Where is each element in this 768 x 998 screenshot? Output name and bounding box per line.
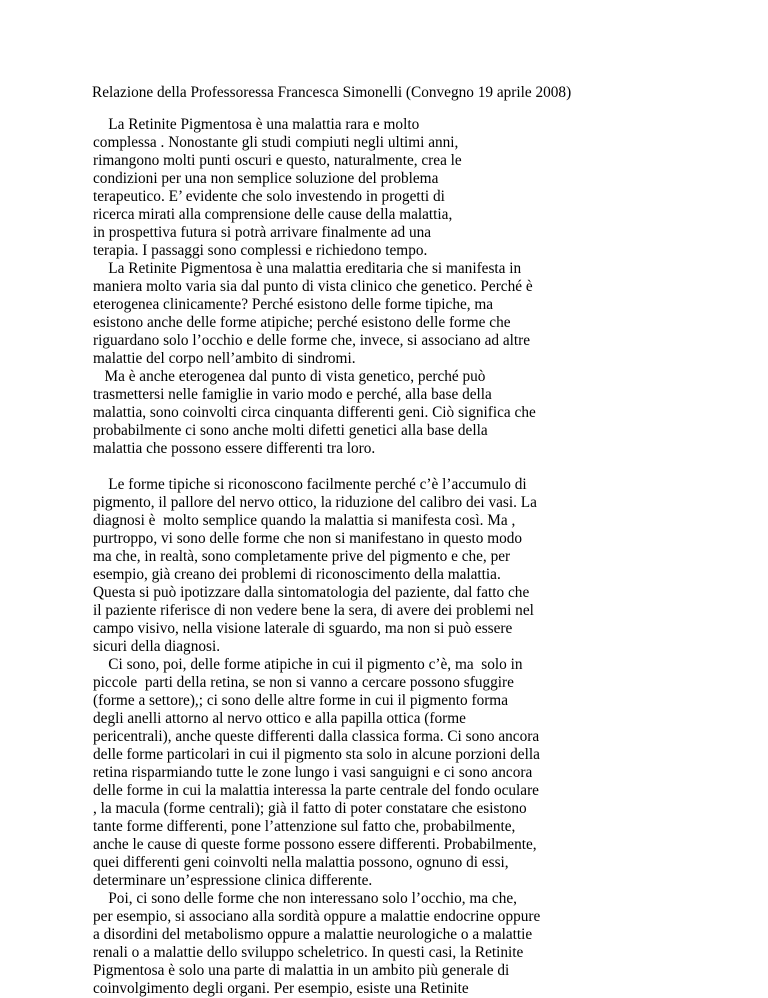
text-line: pericentrali), anche queste differenti dalla classica forma. Ci sono ancora (93, 728, 540, 745)
text-line: in prospettiva futura si potrà arrivare finalmente ad una (93, 224, 432, 241)
text-line: anche le cause di queste forme possono essere differenti. Probabilmente, (93, 836, 537, 853)
document-body (93, 116, 693, 998)
text-line: il paziente riferisce di non vedere bene la sera, di avere dei problemi nel (93, 602, 534, 619)
text-line: Ma è anche eterogenea dal punto di vista genetico, perché può (93, 368, 486, 385)
text-line: pigmento, il pallore del nervo ottico, la riduzione del calibro dei vasi. La (93, 494, 537, 511)
paragraph (93, 656, 693, 890)
text-line: retina risparmiando tutte le zone lungo i vasi sanguigni e ci sono ancora (93, 764, 533, 781)
text-line: ricerca mirati alla comprensione delle cause della malattia, (93, 206, 453, 223)
text-line: condizioni per una non semplice soluzione del problema (93, 170, 439, 187)
text-line: delle forme in cui la malattia interessa la parte centrale del fondo oculare (93, 782, 539, 799)
text-line: sicuri della diagnosi. (93, 638, 221, 655)
text-line: delle forme particolari in cui il pigmento sta solo in alcune porzioni della (93, 746, 540, 763)
document-title: Relazione della Professoressa Francesca Simonelli (Convegno 19 aprile 2008) (92, 84, 572, 101)
text-line: (forme a settore),; ci sono delle altre forme in cui il pigmento forma (93, 692, 508, 709)
paragraph (93, 476, 693, 656)
text-line: esempio, già creano dei problemi di riconoscimento della malattia. (93, 566, 501, 583)
text-line: diagnosi è molto semplice quando la malattia si manifesta così. Ma , (93, 512, 516, 529)
text-line: Questa si può ipotizzare dalla sintomatologia del paziente, dal fatto che (93, 584, 530, 601)
paragraph-spacer (93, 458, 693, 476)
text-line: probabilmente ci sono anche molti difetti genetici alla base della (93, 422, 488, 439)
text-line: quei differenti geni coinvolti nella malattia possono, ognuno di essi, (93, 854, 509, 871)
text-line: purtroppo, vi sono delle forme che non si manifestano in questo modo (93, 530, 523, 547)
text-line: rimangono molti punti oscuri e questo, naturalmente, crea le (93, 152, 462, 169)
text-line: trasmettersi nelle famiglie in vario modo e perché, alla base della (93, 386, 492, 403)
text-line: La Retinite Pigmentosa è una malattia rara e molto (93, 116, 420, 133)
text-line: Pigmentosa è solo una parte di malattia in un ambito più generale di (93, 962, 510, 979)
text-line: esistono anche delle forme atipiche; perché esistono delle forme che (93, 314, 511, 331)
paragraph (93, 890, 693, 998)
text-line: piccole parti della retina, se non si vanno a cercare possono sfuggire (93, 674, 514, 691)
text-line: Ci sono, poi, delle forme atipiche in cui il pigmento c’è, ma solo in (93, 656, 523, 673)
text-line: malattia, sono coinvolti circa cinquanta differenti geni. Ciò significa che (93, 404, 536, 421)
text-line: ma che, in realtà, sono completamente prive del pigmento e che, per (93, 548, 511, 565)
text-line: maniera molto varia sia dal punto di vista clinico che genetico. Perché è (93, 278, 533, 295)
text-line: , la macula (forme centrali); già il fatto di poter constatare che esistono (93, 800, 527, 817)
text-line: coinvolgimento degli organi. Per esempio, esiste una Retinite (93, 980, 469, 997)
text-line: riguardano solo l’occhio e delle forme che, invece, si associano ad altre (93, 332, 531, 349)
text-line: terapia. I passaggi sono complessi e richiedono tempo. (93, 242, 428, 259)
paragraph (93, 116, 693, 260)
text-line: malattie del corpo nell’ambito di sindromi. (93, 350, 356, 367)
paragraph (93, 260, 693, 368)
text-line: complessa . Nonostante gli studi compiuti negli ultimi anni, (93, 134, 459, 151)
text-line: renali o a malattie dello sviluppo scheletrico. In questi casi, la Retinite (93, 944, 524, 961)
paragraph (93, 368, 693, 458)
text-line: tante forme differenti, pone l’attenzione sul fatto che, probabilmente, (93, 818, 516, 835)
text-line: eterogenea clinicamente? Perché esistono delle forme tipiche, ma (93, 296, 494, 313)
text-line: Poi, ci sono delle forme che non interessano solo l’occhio, ma che, (93, 890, 517, 907)
text-line: La Retinite Pigmentosa è una malattia ereditaria che si manifesta in (93, 260, 522, 277)
text-line: malattia che possono essere differenti tra loro. (93, 440, 376, 457)
text-line: a disordini del metabolismo oppure a malattie neurologiche o a malattie (93, 926, 533, 943)
text-line: campo visivo, nella visione laterale di sguardo, ma non si può essere (93, 620, 513, 637)
text-line: terapeutico. E’ evidente che solo investendo in progetti di (93, 188, 445, 205)
text-line: degli anelli attorno al nervo ottico e alla papilla ottica (forme (93, 710, 466, 727)
text-line: Le forme tipiche si riconoscono facilmente perché c’è l’accumulo di (93, 476, 527, 493)
text-line: per esempio, si associano alla sordità oppure a malattie endocrine oppure (93, 908, 541, 925)
text-line: determinare un’espressione clinica differente. (93, 872, 373, 889)
